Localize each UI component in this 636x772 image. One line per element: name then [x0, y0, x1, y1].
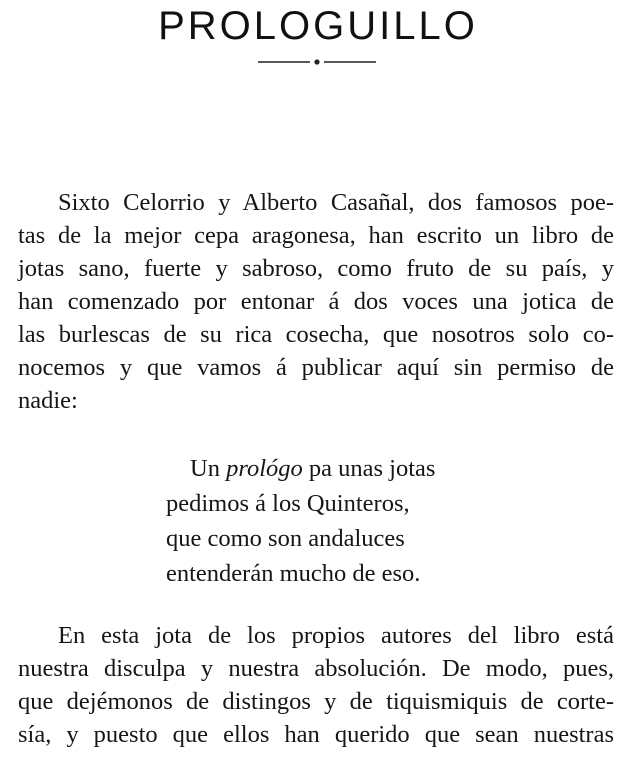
text-line: En esta jota de los propios autores del libro está [58, 622, 614, 649]
paragraph-conclusion [18, 619, 614, 751]
text-line: nadie: [18, 387, 78, 414]
paragraph-intro [18, 186, 614, 417]
text-line: nuestra disculpa y nuestra absolución. De modo, pues, [18, 655, 614, 682]
verse-line: entenderán mucho de eso. [166, 560, 421, 587]
verse-line: pedimos á los Quinteros, [166, 490, 410, 517]
verse-line: que como son andaluces [166, 525, 405, 552]
text-line: nocemos y que vamos á publicar aquí sin permiso de [18, 354, 614, 381]
verse-text: Un [190, 455, 227, 482]
verse-stanza [166, 451, 435, 591]
text-line: sía, y puesto que ellos han querido que sean nuestras [18, 721, 614, 748]
title-ornament-divider [258, 58, 376, 66]
text-line: tas de la mejor cepa aragonesa, han escrito un libro de [18, 222, 614, 249]
text-line: han comenzado por entonar á dos voces una jotica de [18, 288, 614, 315]
verse-text: pa unas jotas [302, 455, 436, 482]
text-line: que dejémonos de distingos y de tiquismiquis de corte- [18, 688, 614, 715]
verse-line [166, 451, 435, 486]
text-line: jotas sano, fuerte y sabroso, como fruto de su país, y [18, 255, 614, 282]
page-title: PROLOGUILLO [158, 4, 478, 48]
text-line: las burlescas de su rica cosecha, que nosotros solo co- [18, 321, 614, 348]
verse-italic-word: prológo [226, 455, 303, 482]
text-line: Sixto Celorrio y Alberto Casañal, dos famosos poe- [58, 189, 614, 216]
